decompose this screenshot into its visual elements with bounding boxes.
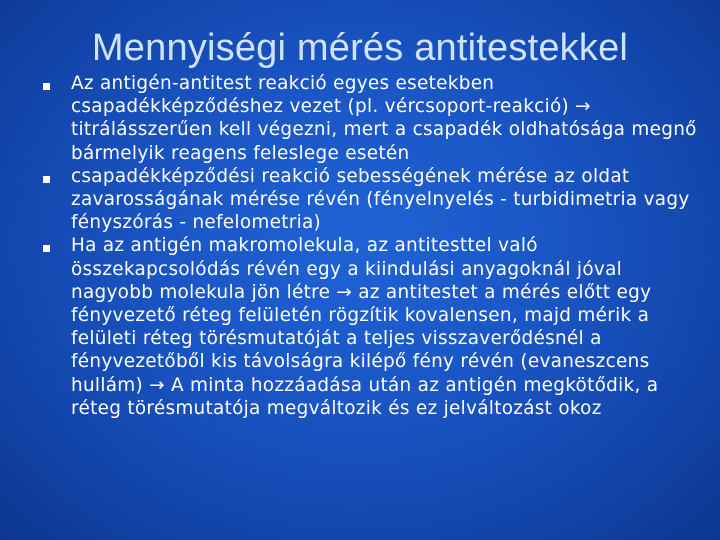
bullet-item-3 (40, 234, 700, 420)
square-bullet-icon (43, 176, 50, 183)
bullet-text: Az antigén-antitest reakció egyes esetekben csapadékképződéshez vezet (pl. vércsoport-reakció) → titrálásszerűen kell végezni, mert a csapadék oldhatósága megnő bármelyik reagens feleslege esetén (71, 73, 697, 164)
bullet-text: Ha az antigén makromolekula, az antitesttel való összekapcsolódás révén egy a kiindulási anyagoknál jóval nagyobb molekula jön létre → az antitestet a mérés előtt egy fényvezető réteg felületén rögzítik kovalensen, majd mérik a felületi réteg törésmutatóját a teljes visszaverődésnél a fényvezetőből kis távolságra kilépő fény révén (evaneszcens hullám) → A minta hozzáadása után az antigén megkötődik, a réteg törésmutatója megváltozik és ez jelváltozást okoz (71, 235, 659, 419)
bullet-item-1 (40, 72, 700, 165)
square-bullet-icon (43, 245, 50, 252)
square-bullet-icon (43, 83, 50, 90)
bullet-item-2 (40, 165, 700, 235)
bullet-text: csapadékképződési reakció sebességének mérése az oldat zavarosságának mérése révén (fényelnyelés - turbidimetria vagy fényszórás - nefelometria) (71, 165, 690, 234)
slide-title: Mennyiségi mérés antitestekkel (91, 27, 629, 69)
bullet-list (40, 72, 700, 420)
